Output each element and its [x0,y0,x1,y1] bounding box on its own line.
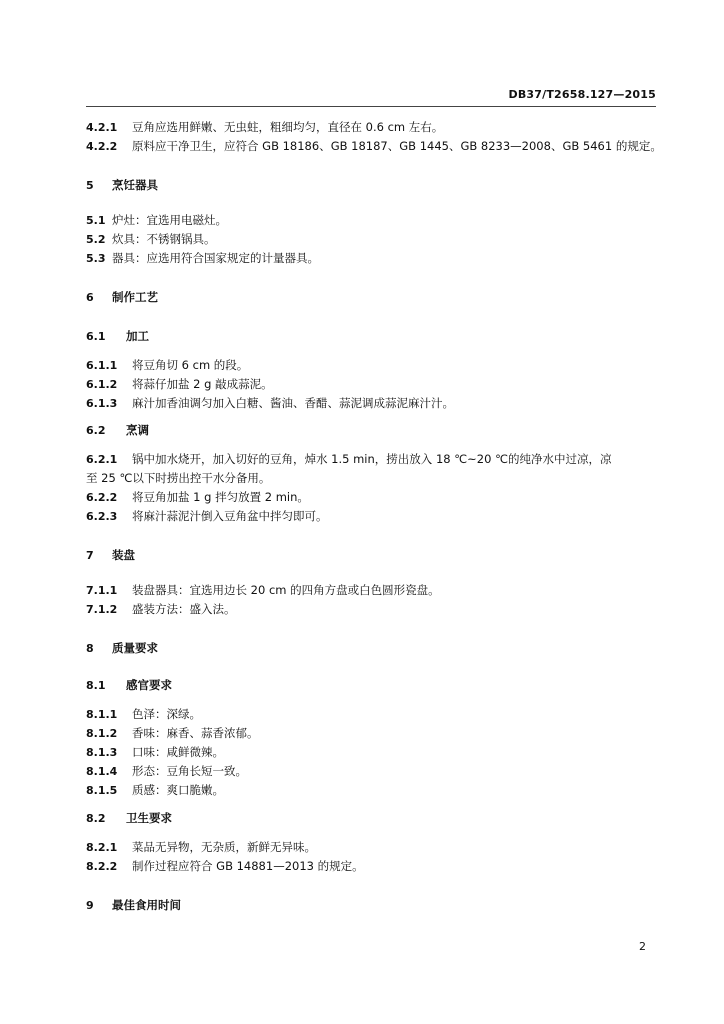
clause-number: 6.2.3 [86,510,118,523]
clause-6-1-3 [86,394,454,413]
section-number: 6 [86,291,94,304]
clause-number: 4.2.1 [86,121,118,134]
clause-8-1-4 [86,762,247,781]
section-title: 感官要求 [126,678,172,692]
clause-text: 将豆角切 6 cm 的段。 [132,358,249,372]
section-number: 8.2 [86,812,106,825]
clause-number: 6.2.2 [86,491,118,504]
clause-number: 6.1.1 [86,359,118,372]
section-title: 制作工艺 [112,290,158,304]
clause-number: 7.1.2 [86,603,118,616]
clause-text: 装盘器具：宜选用边长 20 cm 的四角方盘或白色圆形瓷盘。 [132,583,440,597]
clause-number: 8.2.2 [86,860,118,873]
section-6-heading [86,288,158,307]
clause-number: 8.1.4 [86,765,118,778]
clause-text: 炊具：不锈钢锅具。 [112,232,216,246]
clause-6-1-1 [86,356,248,375]
section-title: 最佳食用时间 [112,898,181,912]
section-title: 卫生要求 [126,811,172,825]
clause-number: 4.2.2 [86,140,118,153]
clause-7-1-2 [86,600,236,619]
section-8-heading [86,639,158,658]
clause-7-1-1 [86,581,440,600]
clause-8-1-2 [86,724,259,743]
clause-5-2 [86,230,216,249]
clause-4-2-2 [86,137,662,156]
clause-number: 8.1.2 [86,727,118,740]
section-title: 装盘 [112,548,135,562]
section-8-1-heading [86,676,172,695]
clause-text: 将豆角加盐 1 g 拌匀放置 2 min。 [132,490,309,504]
page-number: 2 [639,940,646,953]
section-number: 6.2 [86,424,106,437]
clause-text: 炉灶：宜选用电磁灶。 [112,213,227,227]
section-title: 加工 [126,329,149,343]
clause-text: 色泽：深绿。 [132,707,201,721]
clause-text: 质感：爽口脆嫩。 [132,783,224,797]
clause-8-1-3 [86,743,224,762]
section-number: 9 [86,899,94,912]
section-6-1-heading [86,327,149,346]
clause-number: 6.2.1 [86,453,118,466]
clause-6-1-2 [86,375,273,394]
clause-text: 原料应干净卫生，应符合 GB 18186、GB 18187、GB 1445、GB 8233—2008、GB 5461 的规定。 [132,139,662,153]
section-8-2-heading [86,809,172,828]
clause-text: 口味：咸鲜微辣。 [132,745,224,759]
section-number: 8.1 [86,679,106,692]
section-7-heading [86,546,135,565]
section-number: 5 [86,179,94,192]
clause-number: 8.1.3 [86,746,118,759]
clause-5-3 [86,249,319,268]
section-6-2-heading [86,421,149,440]
clause-number: 8.1.1 [86,708,118,721]
clause-6-2-1 [86,450,611,469]
clause-number: 5.1 [86,214,106,227]
section-title: 质量要求 [112,641,158,655]
clause-number: 6.1.3 [86,397,118,410]
header-divider [86,106,656,107]
section-number: 8 [86,642,94,655]
clause-number: 8.1.5 [86,784,118,797]
clause-text: 锅中加水烧开，加入切好的豆角，焯水 1.5 min，捞出放入 18 ℃~20 ℃的纯净水中过凉，凉 [132,452,612,466]
clause-text: 器具：应选用符合国家规定的计量器具。 [112,251,319,265]
section-9-heading [86,896,181,915]
clause-8-2-1 [86,838,316,857]
clause-8-1-5 [86,781,224,800]
clause-text: 形态：豆角长短一致。 [132,764,247,778]
section-number: 6.1 [86,330,106,343]
section-title: 烹饪器具 [112,178,158,192]
clause-number: 8.2.1 [86,841,118,854]
clause-8-1-1 [86,705,201,724]
clause-8-2-2 [86,857,364,876]
clause-text: 香味：麻香、蒜香浓郁。 [132,726,259,740]
clause-4-2-1 [86,118,443,137]
clause-number: 6.1.2 [86,378,118,391]
clause-text: 麻汁加香油调匀加入白糖、酱油、香醋、蒜泥调成蒜泥麻汁汁。 [132,396,454,410]
clause-text: 菜品无异物，无杂质，新鲜无异味。 [132,840,316,854]
clause-number: 5.3 [86,252,106,265]
section-number: 7 [86,549,94,562]
clause-6-2-1-continuation [86,469,270,487]
clause-text: 豆角应选用鲜嫩、无虫蛀，粗细均匀，直径在 0.6 cm 左右。 [132,120,444,134]
clause-text: 至 25 ℃以下时捞出控干水分备用。 [86,471,271,485]
clause-number: 5.2 [86,233,106,246]
clause-text: 将麻汁蒜泥汁倒入豆角盆中拌匀即可。 [132,509,328,523]
clause-text: 盛装方法：盛入法。 [132,602,236,616]
clause-6-2-3 [86,507,328,526]
clause-number: 7.1.1 [86,584,118,597]
section-5-heading [86,176,158,195]
section-title: 烹调 [126,423,149,437]
document-code: DB37/T2658.127—2015 [508,88,656,101]
clause-text: 制作过程应符合 GB 14881—2013 的规定。 [132,859,364,873]
clause-5-1 [86,211,227,230]
clause-text: 将蒜仔加盐 2 g 敲成蒜泥。 [132,377,273,391]
clause-6-2-2 [86,488,309,507]
